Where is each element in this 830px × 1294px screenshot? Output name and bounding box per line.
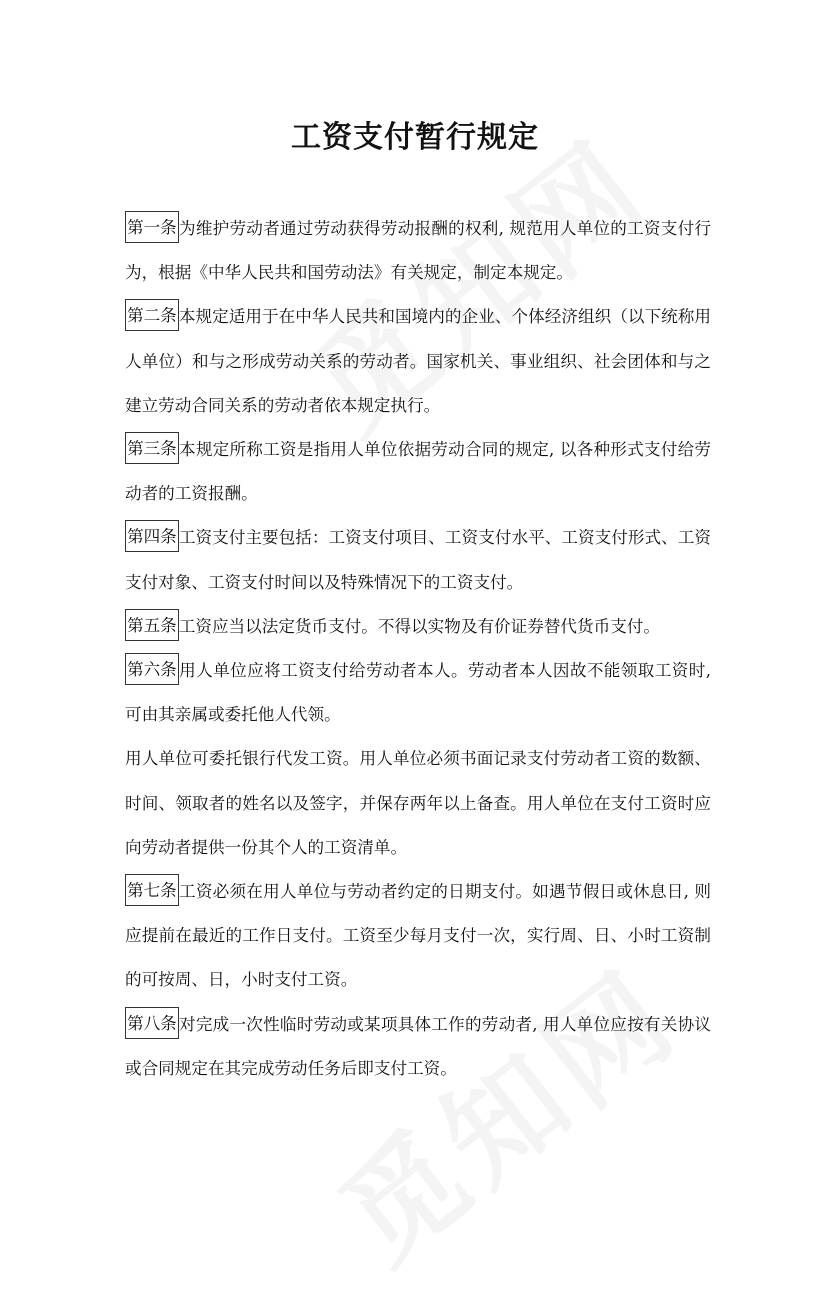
article-6-continued xyxy=(125,737,711,870)
article-label: 第六条 xyxy=(125,653,179,685)
article-label: 第二条 xyxy=(125,299,179,331)
article-text: 本规定适用于在中华人民共和国境内的企业、个体经济组织（以下统称用人单位）和与之形成劳动关系的劳动者。国家机关、事业组织、社会团体和与之建立劳动合同关系的劳动者依本规定执行。 xyxy=(125,307,711,415)
article-text: 用人单位可委托银行代发工资。用人单位必须书面记录支付劳动者工资的数额、时间、领取者的姓名以及签字，并保存两年以上备查。用人单位在支付工资时应向劳动者提供一份其个人的工资清单。 xyxy=(125,749,711,857)
article-text: 对完成一次性临时劳动或某项具体工作的劳动者, 用人单位应按有关协议或合同规定在其完成劳动任务后即支付工资。 xyxy=(125,1014,711,1078)
article-1 xyxy=(125,207,711,295)
article-label: 第四条 xyxy=(125,520,179,552)
article-label: 第七条 xyxy=(125,874,179,906)
article-text: 为维护劳动者通过劳动获得劳动报酬的权利, 规范用人单位的工资支付行为，根据《中华人民共和国劳动法》有关规定，制定本规定。 xyxy=(125,219,711,283)
document-title: 工资支付暂行规定 xyxy=(291,120,539,155)
article-4 xyxy=(125,516,711,604)
article-8 xyxy=(125,1003,711,1091)
article-label: 第五条 xyxy=(125,609,179,641)
article-label: 第一条 xyxy=(125,211,179,243)
document-body xyxy=(125,207,711,1091)
article-5 xyxy=(125,605,711,649)
article-text: 工资支付主要包括：工资支付项目、工资支付水平、工资支付形式、工资支付对象、工资支付时间以及特殊情况下的工资支付。 xyxy=(125,528,711,592)
article-2 xyxy=(125,295,711,428)
article-text: 本规定所称工资是指用人单位依据劳动合同的规定, 以各种形式支付给劳动者的工资报酬。 xyxy=(125,440,711,504)
article-3 xyxy=(125,428,711,516)
article-6 xyxy=(125,649,711,737)
article-text: 工资应当以法定货币支付。不得以实物及有价证券替代货币支付。 xyxy=(178,616,660,636)
article-text: 工资必须在用人单位与劳动者约定的日期支付。如遇节假日或休息日, 则应提前在最近的工作日支付。工资至少每月支付一次，实行周、日、小时工资制的可按周、日，小时支付工资。 xyxy=(125,882,711,990)
article-text: 用人单位应将工资支付给劳动者本人。劳动者本人因故不能领取工资时, 可由其亲属或委托他人代领。 xyxy=(125,661,711,725)
article-label: 第八条 xyxy=(125,1007,179,1039)
article-label: 第三条 xyxy=(125,432,179,464)
article-7 xyxy=(125,870,711,1003)
